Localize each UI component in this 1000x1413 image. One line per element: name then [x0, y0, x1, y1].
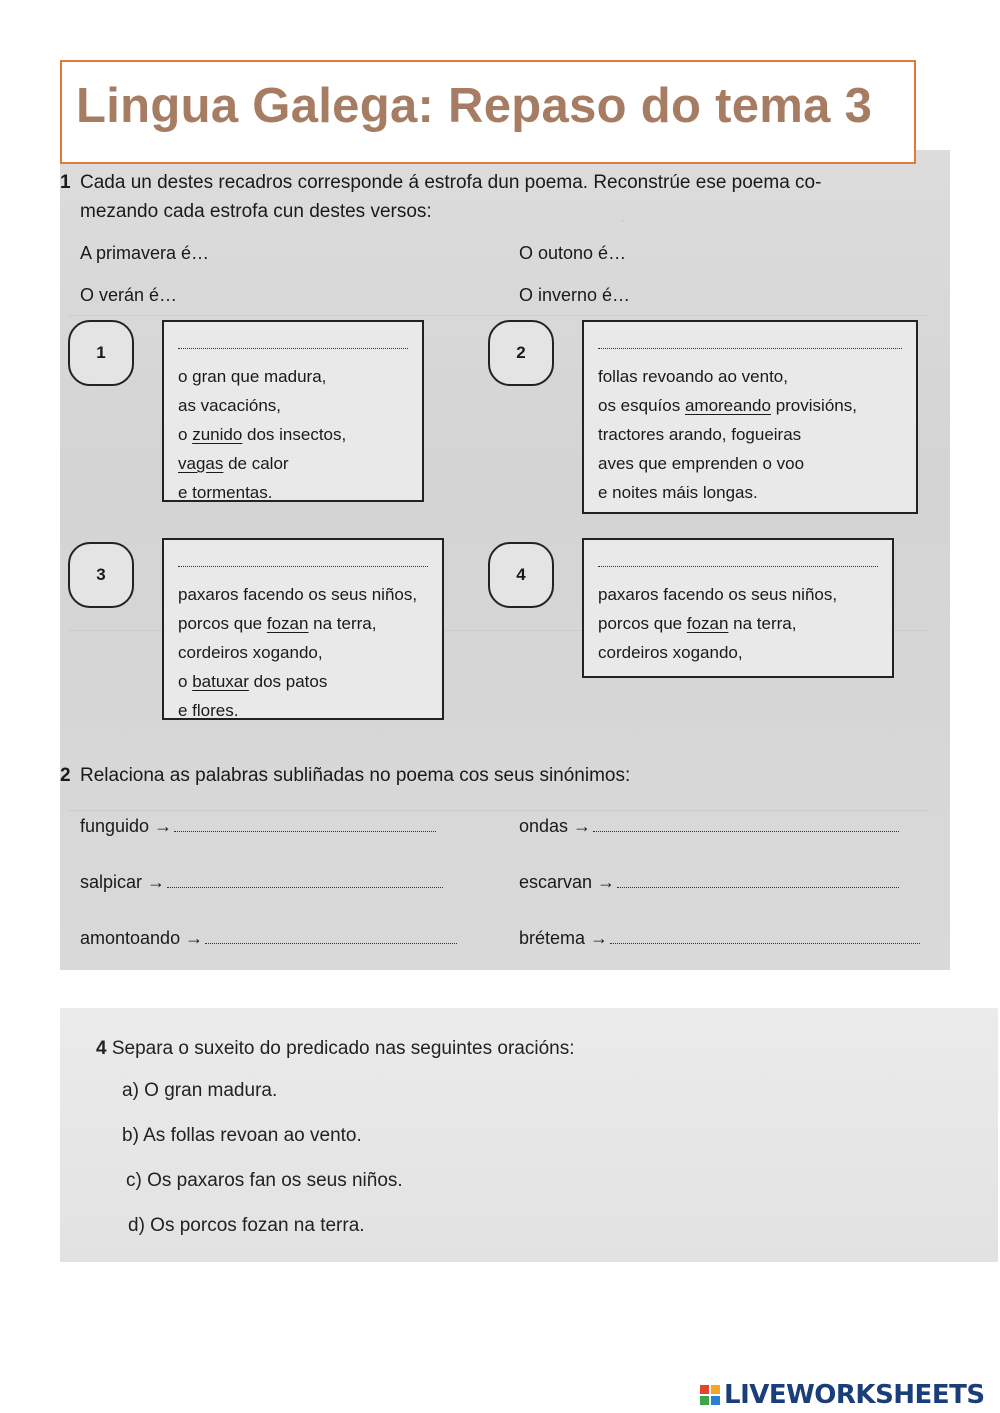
answer-line[interactable] — [610, 942, 920, 944]
stanza-line: aves que emprenden o voo — [598, 454, 805, 473]
answer-line[interactable] — [593, 830, 899, 832]
stanza-line: o zunido dos insectos, — [178, 425, 347, 444]
pair-word: funguido → — [80, 816, 173, 836]
stanza-number-1: 1 — [68, 320, 134, 386]
stanza-line: vagas de calor — [178, 454, 289, 473]
stanza-line: tractores arando, fogueiras — [598, 425, 802, 444]
synonym-funguido — [80, 816, 436, 837]
exercise-1-number: 1 — [60, 172, 71, 193]
underlined-word: fozan — [266, 614, 309, 633]
stanza-box-3 — [162, 538, 444, 720]
stanza-line: e noites máis longas. — [598, 483, 758, 502]
answer-line[interactable] — [178, 348, 408, 349]
underlined-word: fozan — [686, 614, 729, 633]
synonym-escarvan — [519, 872, 899, 893]
underlined-word: batuxar — [192, 672, 249, 691]
stanza-line: cordeiros xogando, — [598, 643, 743, 662]
stanza-line: follas revoando ao vento, — [598, 367, 788, 386]
stanza-line: porcos que fozan na terra, — [598, 614, 797, 633]
logo-square — [711, 1385, 720, 1394]
sentence-c: c) Os paxaros fan os seus niños. — [126, 1170, 403, 1191]
sentence-a: a) O gran madura. — [122, 1080, 278, 1101]
pair-word: amontoando → — [80, 928, 204, 948]
pair-word: salpicar → — [80, 872, 166, 892]
synonym-amontoando — [80, 928, 457, 949]
sentence-d: d) Os porcos fozan na terra. — [128, 1215, 365, 1236]
exercise-2-instruction: Relaciona as palabras subliñadas no poema cos seus sinónimos: — [80, 765, 631, 786]
stanza-number-4: 4 — [488, 542, 554, 608]
stanza-box-1 — [162, 320, 424, 502]
stanza-number-3: 3 — [68, 542, 134, 608]
logo-square — [700, 1385, 709, 1394]
stanza-line: paxaros facendo os seus niños, — [178, 585, 418, 604]
verse-inverno: O inverno é… — [519, 285, 631, 305]
verse-primavera: A primavera é… — [80, 243, 210, 263]
verse-veran: O verán é… — [80, 285, 178, 305]
stanza-line: o gran que madura, — [178, 367, 327, 386]
answer-line[interactable] — [598, 348, 902, 349]
synonym-salpicar — [80, 872, 443, 893]
stanza-lines — [598, 362, 857, 507]
stanza-lines — [178, 580, 417, 725]
answer-line[interactable] — [167, 886, 443, 888]
scanned-worksheet-bottom — [60, 1008, 998, 1262]
answer-line[interactable] — [598, 566, 878, 567]
stanza-line: cordeiros xogando, — [178, 643, 323, 662]
pair-word: escarvan → — [519, 872, 616, 892]
scanned-worksheet-top: · 1 Cada un destes recadros corresponde á estrofa dun poema. Reconstrúe ese poema co- mezando cada estrofa cun destes versos: A primavera é… O outono é… O verán é… O inverno é… 1 o gran que madura, as vacacións, o zunido dos insectos, vagas de calor e tormentas. 2 follas revoando ao vento, os esquíos amoreando provisións, tractores arando, fogueiras aves que emprenden o voo e noites máis longas. 3 paxaros facendo os seus niños, porcos que fozan na terra, cordeiros xogando, o batuxar dos patos e flores. 4 paxaros facendo os seus niños, porcos que fozan na terra, cordeiros xogando, 2 Relaciona as palabras subliñadas no poema cos seus sinónimos: funguido → ondas → salpicar → escarvan → amontoando → brétema → — [60, 150, 950, 970]
stanza-line: as vacacións, — [178, 396, 281, 415]
exercise-4-heading — [96, 1038, 575, 1060]
underlined-word: zunido — [192, 425, 243, 444]
stanza-box-2 — [582, 320, 918, 514]
logo-icon — [700, 1385, 720, 1405]
exercise-2-number: 2 — [60, 765, 71, 786]
logo-text: LIVEWORKSHEETS — [724, 1380, 985, 1410]
sentence-b: b) As follas revoan ao vento. — [122, 1125, 362, 1146]
underlined-word: amoreando — [684, 396, 771, 415]
pair-word: brétema → — [519, 928, 609, 948]
underlined-word: vagas — [178, 454, 224, 473]
stanza-number-2: 2 — [488, 320, 554, 386]
stanza-line: porcos que fozan na terra, — [178, 614, 377, 633]
exercise-4-instruction: Separa o suxeito do predicado nas seguintes oracións: — [111, 1038, 575, 1059]
synonym-bretema — [519, 928, 920, 949]
logo-square — [711, 1396, 720, 1405]
exercise-1-instruction-line1: Cada un destes recadros corresponde á estrofa dun poema. Reconstrúe ese poema co- — [80, 172, 822, 193]
verse-outono: O outono é… — [519, 243, 627, 263]
stanza-line: paxaros facendo os seus niños, — [598, 585, 838, 604]
stanza-box-4 — [582, 538, 894, 678]
answer-line[interactable] — [617, 886, 899, 888]
stanza-lines — [178, 362, 346, 507]
exercise-4-number: 4 — [96, 1038, 107, 1059]
stanza-line: e tormentas. — [178, 483, 273, 502]
title-box — [60, 60, 916, 164]
answer-line[interactable] — [178, 566, 428, 567]
logo-square — [700, 1396, 709, 1405]
page-title: Lingua Galega: Repaso do tema 3 — [76, 79, 873, 133]
answer-line[interactable] — [205, 942, 457, 944]
stanza-line: e flores. — [178, 701, 239, 720]
stanza-lines — [598, 580, 837, 667]
pair-word: ondas → — [519, 816, 592, 836]
exercise-1-instruction-line2: mezando cada estrofa cun destes versos: — [80, 201, 432, 222]
answer-line[interactable] — [174, 830, 436, 832]
stanza-line: os esquíos amoreando provisións, — [598, 396, 857, 415]
liveworksheets-logo — [700, 1380, 985, 1410]
synonym-ondas — [519, 816, 899, 837]
stanza-line: o batuxar dos patos — [178, 672, 328, 691]
